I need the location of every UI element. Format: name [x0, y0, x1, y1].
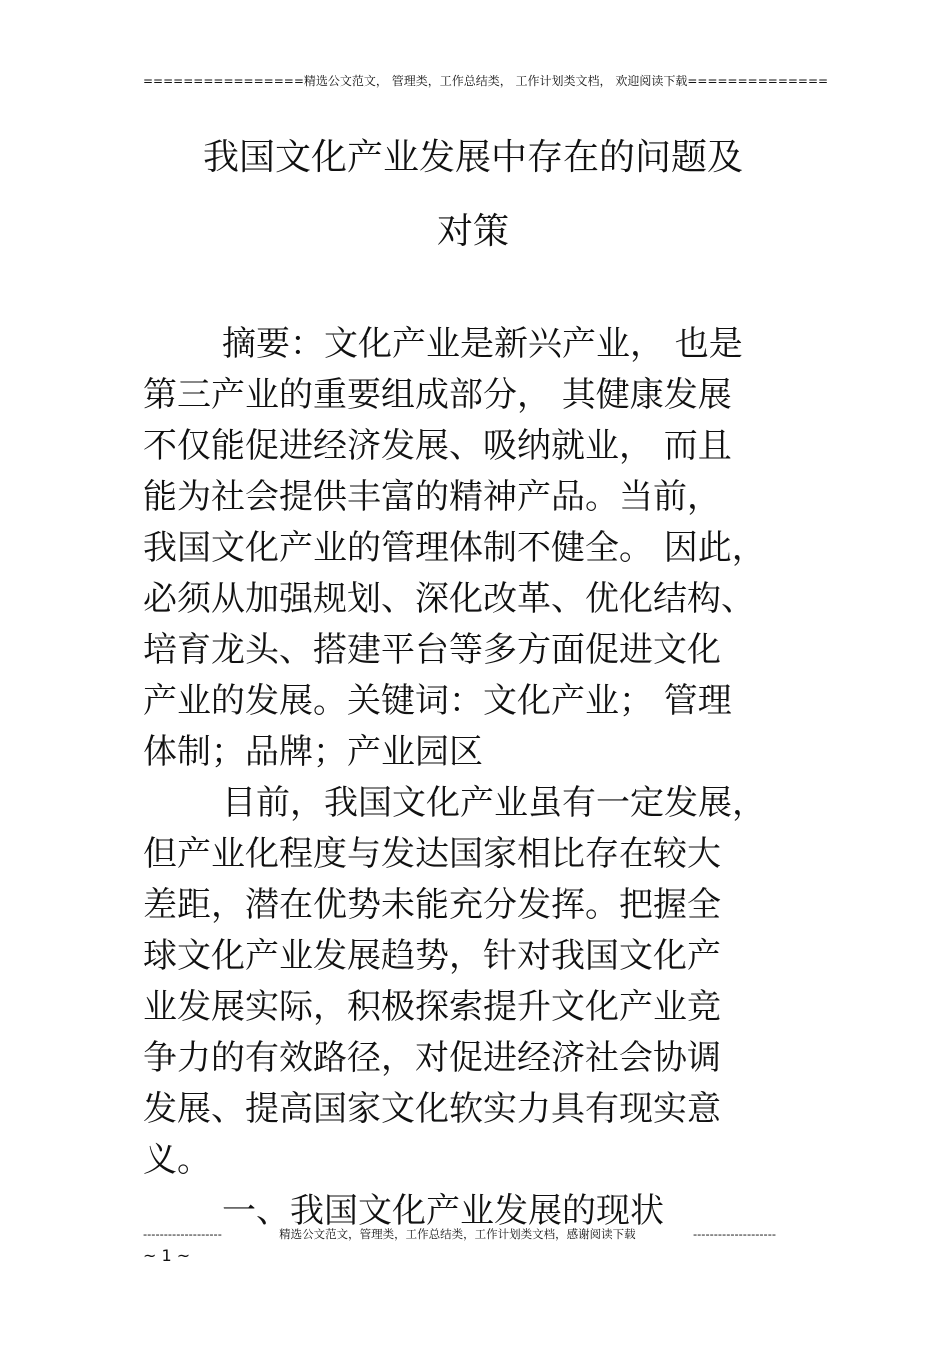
abstract-line: 摘要：文化产业是新兴产业， 也是 — [222, 324, 743, 364]
document-title-line-2: 对策 — [436, 211, 509, 252]
keywords-line: 体制；品牌；产业园区 — [143, 732, 483, 772]
header-right-rule: ============== — [687, 74, 829, 88]
paragraph-line: 发展、提高国家文化软实力具有现实意 — [143, 1089, 721, 1129]
abstract-line: 必须从加强规划、深化改革、优化结构、 — [143, 579, 755, 619]
paragraph-line: 业发展实际，积极探索提升文化产业竞 — [143, 987, 721, 1027]
document-body — [143, 319, 803, 1237]
paragraph-line: 差距，潜在优势未能充分发挥。把握全 — [143, 885, 721, 925]
abstract-line: 能为社会提供丰富的精神产品。当前， — [143, 477, 721, 517]
abstract-line: 第三产业的重要组成部分， 其健康发展 — [143, 375, 732, 415]
paragraph-line: 但产业化程度与发达国家相比存在较大 — [143, 834, 721, 874]
footer-text: 精选公文范文，管理类，工作总结类，工作计划类文档，感谢阅读下载 — [279, 1227, 636, 1241]
page-footer-banner — [143, 1225, 776, 1243]
paragraph-line: 目前，我国文化产业虽有一定发展， — [222, 783, 766, 823]
section-heading: 一、我国文化产业发展的现状 — [222, 1191, 664, 1231]
document-title-line-1: 我国文化产业发展中存在的问题及 — [202, 137, 743, 178]
abstract-line: 产业的发展。关键词：文化产业； 管理 — [143, 681, 732, 721]
abstract-line: 我国文化产业的管理体制不健全。 因此， — [143, 528, 766, 568]
abstract-line: 不仅能促进经济发展、吸纳就业， 而且 — [143, 426, 732, 466]
abstract-line: 培育龙头、搭建平台等多方面促进文化 — [143, 630, 721, 670]
page-number: ~ 1 ~ — [143, 1246, 191, 1265]
paragraph-line: 争力的有效路径，对促进经济社会协调 — [143, 1038, 721, 1078]
paragraph-line: 义。 — [143, 1140, 211, 1180]
paragraph-line: 球文化产业发展趋势，针对我国文化产 — [143, 936, 721, 976]
page-header-banner — [143, 72, 829, 90]
footer-right-rule: -------------------- — [693, 1227, 776, 1241]
header-text: 精选公文范文， 管理类，工作总结类， 工作计划类文档， 欢迎阅读下载 — [303, 74, 688, 88]
footer-left-rule: ------------------- — [143, 1227, 222, 1241]
header-left-rule: ================ — [143, 74, 304, 88]
